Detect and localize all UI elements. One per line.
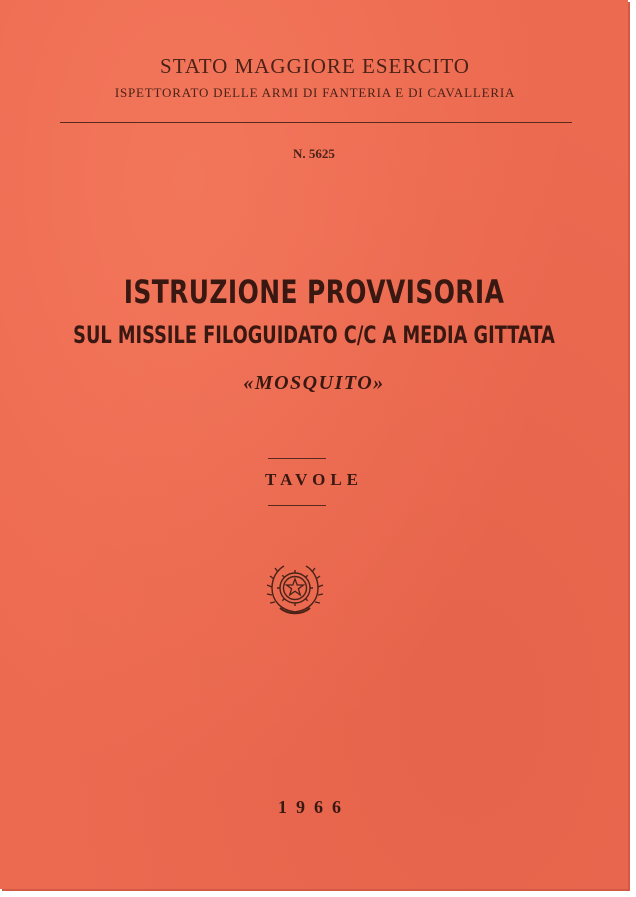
section-label: TAVOLE [265,470,363,489]
italian-republic-emblem-icon [266,558,324,618]
header-divider [60,122,572,123]
section-divider-top [268,458,326,459]
document-subtitle: SUL MISSILE FILOGUIDATO C/C A MEDIA GITTATA [73,321,555,349]
section-divider-bottom [268,505,326,506]
document-title: ISTRUZIONE PROVVISORIA [123,273,505,311]
issuer-heading: STATO MAGGIORE ESERCITO [160,54,470,78]
document-number: N. 5625 [293,146,335,161]
missile-name: «MOSQUITO» [243,372,385,394]
publication-year: 1966 [278,797,350,817]
department-heading: ISPETTORATO DELLE ARMI DI FANTERIA E DI CAVALLERIA [114,85,516,100]
